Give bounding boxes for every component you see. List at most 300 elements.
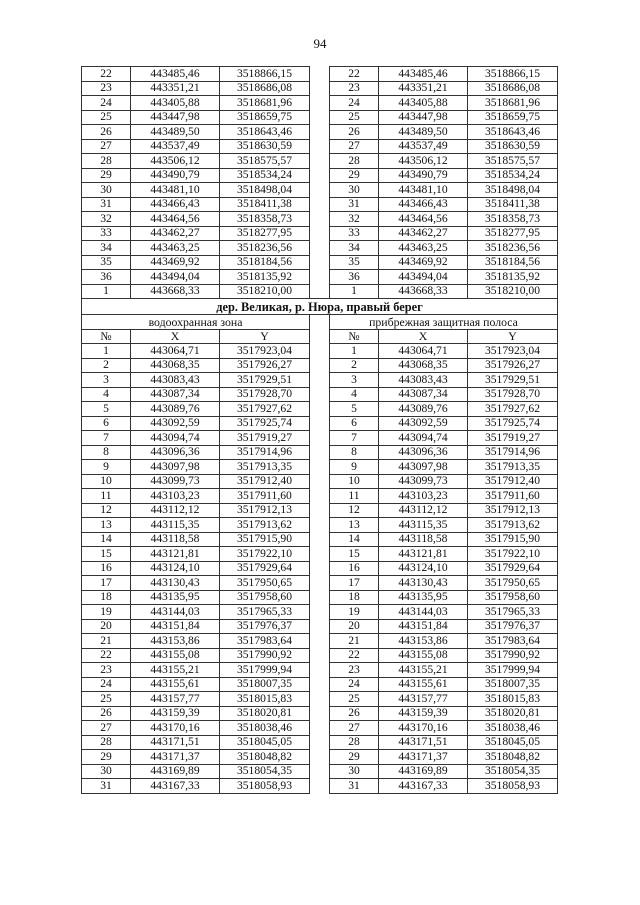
right-cell-y: 3518659,75 <box>468 110 558 125</box>
right-cell-number: 24 <box>330 96 379 111</box>
table-row <box>82 779 558 794</box>
left-cell-x: 443094,74 <box>131 431 220 446</box>
right-cell-x: 443462,27 <box>379 226 468 241</box>
left-cell-number: 23 <box>82 663 131 678</box>
left-cell-number: 6 <box>82 416 131 431</box>
page-number: 94 <box>313 36 327 51</box>
right-cell-y: 3517950,65 <box>468 576 558 591</box>
left-cell-number: 1 <box>82 284 131 299</box>
left-cell-x: 443170,16 <box>131 721 220 736</box>
right-cell-y: 3517915,90 <box>468 532 558 547</box>
right-cell-x: 443087,34 <box>379 387 468 402</box>
right-cell-number: 33 <box>330 226 379 241</box>
left-cell-y: 3517926,27 <box>220 358 310 373</box>
column-gap <box>310 489 330 504</box>
left-cell-number: 26 <box>82 706 131 721</box>
table-row <box>82 460 558 475</box>
left-cell-y: 3518015,83 <box>220 692 310 707</box>
right-cell-number: 34 <box>330 241 379 256</box>
right-cell-x: 443469,92 <box>379 255 468 270</box>
right-cell-x: 443135,95 <box>379 590 468 605</box>
left-cell-y: 3517999,94 <box>220 663 310 678</box>
left-cell-number: 31 <box>82 197 131 212</box>
column-gap <box>310 590 330 605</box>
column-gap <box>310 547 330 562</box>
left-cell-number: 26 <box>82 125 131 140</box>
left-cell-x: 443668,33 <box>131 284 220 299</box>
right-cell-number: 32 <box>330 212 379 227</box>
right-cell-number: 26 <box>330 706 379 721</box>
right-cell-y: 3517912,40 <box>468 474 558 489</box>
column-gap <box>310 532 330 547</box>
right-cell-x: 443068,35 <box>379 358 468 373</box>
column-gap <box>310 96 330 111</box>
right-cell-y: 3518681,96 <box>468 96 558 111</box>
left-cell-y: 3518866,15 <box>220 67 310 82</box>
left-cell-y: 3517950,65 <box>220 576 310 591</box>
left-cell-number: 31 <box>82 779 131 794</box>
right-cell-x: 443489,50 <box>379 125 468 140</box>
column-gap <box>310 779 330 794</box>
left-cell-y: 3517922,10 <box>220 547 310 562</box>
right-cell-number: 25 <box>330 110 379 125</box>
left-cell-number: 14 <box>82 532 131 547</box>
column-gap <box>310 373 330 388</box>
right-cell-number: 24 <box>330 677 379 692</box>
column-gap <box>310 197 330 212</box>
left-cell-x: 443159,39 <box>131 706 220 721</box>
right-cell-number: 30 <box>330 183 379 198</box>
table-row <box>82 677 558 692</box>
right-cell-y: 3518686,08 <box>468 81 558 96</box>
column-gap <box>310 139 330 154</box>
right-cell-number: 15 <box>330 547 379 562</box>
left-cell-number: 27 <box>82 721 131 736</box>
left-cell-x: 443068,35 <box>131 358 220 373</box>
right-cell-number: 27 <box>330 721 379 736</box>
column-gap <box>310 110 330 125</box>
left-cell-number: 1 <box>82 344 131 359</box>
right-cell-x: 443537,49 <box>379 139 468 154</box>
column-gap <box>310 460 330 475</box>
left-header-number: № <box>82 329 131 344</box>
right-cell-y: 3518534,24 <box>468 168 558 183</box>
right-cell-x: 443481,10 <box>379 183 468 198</box>
right-cell-number: 26 <box>330 125 379 140</box>
right-cell-y: 3518575,57 <box>468 154 558 169</box>
right-cell-y: 3517928,70 <box>468 387 558 402</box>
right-cell-number: 19 <box>330 605 379 620</box>
right-cell-x: 443157,77 <box>379 692 468 707</box>
left-cell-y: 3518534,24 <box>220 168 310 183</box>
left-cell-x: 443089,76 <box>131 402 220 417</box>
zone-label-row <box>82 315 558 330</box>
left-cell-x: 443169,89 <box>131 764 220 779</box>
column-gap <box>310 663 330 678</box>
right-cell-x: 443447,98 <box>379 110 468 125</box>
right-cell-y: 3518411,38 <box>468 197 558 212</box>
right-cell-y: 3517923,04 <box>468 344 558 359</box>
right-cell-y: 3518358,73 <box>468 212 558 227</box>
left-cell-y: 3518411,38 <box>220 197 310 212</box>
table-row <box>82 344 558 359</box>
left-cell-number: 27 <box>82 139 131 154</box>
left-cell-number: 30 <box>82 764 131 779</box>
left-cell-x: 443099,73 <box>131 474 220 489</box>
column-gap <box>310 183 330 198</box>
right-cell-number: 29 <box>330 750 379 765</box>
column-gap <box>310 315 330 330</box>
table-row <box>82 735 558 750</box>
left-cell-x: 443103,23 <box>131 489 220 504</box>
table-row <box>82 445 558 460</box>
column-gap <box>310 358 330 373</box>
left-cell-number: 11 <box>82 489 131 504</box>
table-row <box>82 387 558 402</box>
left-cell-x: 443489,50 <box>131 125 220 140</box>
left-cell-x: 443130,43 <box>131 576 220 591</box>
left-header-x: X <box>131 329 220 344</box>
section-title-row <box>82 299 558 315</box>
left-cell-x: 443171,51 <box>131 735 220 750</box>
table-row <box>82 226 558 241</box>
right-cell-x: 443118,58 <box>379 532 468 547</box>
right-cell-x: 443094,74 <box>379 431 468 446</box>
left-cell-y: 3518686,08 <box>220 81 310 96</box>
left-cell-x: 443115,35 <box>131 518 220 533</box>
right-cell-y: 3518058,93 <box>468 779 558 794</box>
left-cell-x: 443462,27 <box>131 226 220 241</box>
right-cell-number: 35 <box>330 255 379 270</box>
right-cell-number: 5 <box>330 402 379 417</box>
right-cell-y: 3517927,62 <box>468 402 558 417</box>
table-row <box>82 431 558 446</box>
right-cell-number: 28 <box>330 735 379 750</box>
left-cell-y: 3517965,33 <box>220 605 310 620</box>
right-cell-number: 2 <box>330 358 379 373</box>
column-gap <box>310 619 330 634</box>
left-cell-x: 443494,04 <box>131 270 220 285</box>
table-row <box>82 648 558 663</box>
right-cell-number: 31 <box>330 197 379 212</box>
right-cell-x: 443494,04 <box>379 270 468 285</box>
left-cell-x: 443118,58 <box>131 532 220 547</box>
left-cell-number: 20 <box>82 619 131 634</box>
right-zone-label: прибрежная защитная полоса <box>330 315 558 330</box>
table-row <box>82 416 558 431</box>
right-cell-number: 6 <box>330 416 379 431</box>
table-row <box>82 764 558 779</box>
right-cell-x: 443405,88 <box>379 96 468 111</box>
left-cell-number: 28 <box>82 735 131 750</box>
left-cell-x: 443087,34 <box>131 387 220 402</box>
left-cell-x: 443124,10 <box>131 561 220 576</box>
right-cell-y: 3518007,35 <box>468 677 558 692</box>
right-cell-x: 443064,71 <box>379 344 468 359</box>
left-cell-x: 443155,21 <box>131 663 220 678</box>
column-gap <box>310 329 330 344</box>
left-cell-number: 28 <box>82 154 131 169</box>
left-cell-number: 9 <box>82 460 131 475</box>
table-row <box>82 358 558 373</box>
column-gap <box>310 344 330 359</box>
column-gap <box>310 518 330 533</box>
right-cell-number: 23 <box>330 663 379 678</box>
table-row <box>82 284 558 299</box>
left-header-y: Y <box>220 329 310 344</box>
left-cell-x: 443485,46 <box>131 67 220 82</box>
column-gap <box>310 750 330 765</box>
left-cell-x: 443153,86 <box>131 634 220 649</box>
right-cell-number: 8 <box>330 445 379 460</box>
left-cell-y: 3518184,56 <box>220 255 310 270</box>
right-cell-y: 3517926,27 <box>468 358 558 373</box>
right-cell-number: 1 <box>330 344 379 359</box>
left-cell-number: 17 <box>82 576 131 591</box>
column-gap <box>310 648 330 663</box>
left-cell-y: 3518058,93 <box>220 779 310 794</box>
left-cell-y: 3517976,37 <box>220 619 310 634</box>
left-cell-x: 443167,33 <box>131 779 220 794</box>
left-cell-number: 19 <box>82 605 131 620</box>
left-cell-number: 24 <box>82 677 131 692</box>
right-cell-y: 3518135,92 <box>468 270 558 285</box>
right-cell-number: 22 <box>330 648 379 663</box>
right-cell-y: 3517965,33 <box>468 605 558 620</box>
left-cell-number: 29 <box>82 168 131 183</box>
left-cell-y: 3517912,40 <box>220 474 310 489</box>
left-cell-number: 36 <box>82 270 131 285</box>
right-header-number: № <box>330 329 379 344</box>
right-cell-number: 17 <box>330 576 379 591</box>
left-cell-y: 3517912,13 <box>220 503 310 518</box>
table-row <box>82 706 558 721</box>
column-gap <box>310 284 330 299</box>
left-cell-x: 443096,36 <box>131 445 220 460</box>
right-cell-number: 10 <box>330 474 379 489</box>
right-cell-y: 3517999,94 <box>468 663 558 678</box>
left-cell-number: 16 <box>82 561 131 576</box>
right-cell-number: 22 <box>330 67 379 82</box>
left-cell-y: 3517929,51 <box>220 373 310 388</box>
right-cell-x: 443170,16 <box>379 721 468 736</box>
column-gap <box>310 226 330 241</box>
right-cell-number: 3 <box>330 373 379 388</box>
left-cell-y: 3517913,35 <box>220 460 310 475</box>
right-cell-y: 3518015,83 <box>468 692 558 707</box>
right-cell-y: 3517929,64 <box>468 561 558 576</box>
left-cell-x: 443490,79 <box>131 168 220 183</box>
left-cell-number: 7 <box>82 431 131 446</box>
table-row <box>82 532 558 547</box>
table-row <box>82 154 558 169</box>
right-cell-x: 443167,33 <box>379 779 468 794</box>
table-row <box>82 255 558 270</box>
right-cell-number: 20 <box>330 619 379 634</box>
left-cell-x: 443155,08 <box>131 648 220 663</box>
left-cell-y: 3517911,60 <box>220 489 310 504</box>
right-cell-number: 36 <box>330 270 379 285</box>
column-gap <box>310 212 330 227</box>
table-row <box>82 663 558 678</box>
right-cell-y: 3517976,37 <box>468 619 558 634</box>
right-cell-x: 443464,56 <box>379 212 468 227</box>
left-cell-y: 3518659,75 <box>220 110 310 125</box>
left-cell-y: 3517914,96 <box>220 445 310 460</box>
right-cell-x: 443115,35 <box>379 518 468 533</box>
left-cell-number: 3 <box>82 373 131 388</box>
right-cell-x: 443155,08 <box>379 648 468 663</box>
right-cell-x: 443083,43 <box>379 373 468 388</box>
right-cell-y: 3517983,64 <box>468 634 558 649</box>
table-row <box>82 96 558 111</box>
right-cell-y: 3517913,62 <box>468 518 558 533</box>
left-cell-x: 443537,49 <box>131 139 220 154</box>
column-gap <box>310 706 330 721</box>
table-row <box>82 576 558 591</box>
left-cell-x: 443097,98 <box>131 460 220 475</box>
column-gap <box>310 431 330 446</box>
left-cell-y: 3517915,90 <box>220 532 310 547</box>
column-gap <box>310 154 330 169</box>
left-cell-x: 443083,43 <box>131 373 220 388</box>
table-row <box>82 692 558 707</box>
column-gap <box>310 503 330 518</box>
left-cell-number: 10 <box>82 474 131 489</box>
right-cell-y: 3517914,96 <box>468 445 558 460</box>
right-cell-y: 3517929,51 <box>468 373 558 388</box>
column-gap <box>310 67 330 82</box>
left-cell-number: 22 <box>82 67 131 82</box>
right-cell-x: 443096,36 <box>379 445 468 460</box>
left-cell-number: 23 <box>82 81 131 96</box>
right-cell-y: 3518184,56 <box>468 255 558 270</box>
right-cell-x: 443092,59 <box>379 416 468 431</box>
left-cell-number: 5 <box>82 402 131 417</box>
column-gap <box>310 416 330 431</box>
left-cell-number: 8 <box>82 445 131 460</box>
right-cell-x: 443121,81 <box>379 547 468 562</box>
left-cell-x: 443112,12 <box>131 503 220 518</box>
left-cell-y: 3517913,62 <box>220 518 310 533</box>
left-cell-y: 3517928,70 <box>220 387 310 402</box>
table-row <box>82 270 558 285</box>
left-cell-y: 3517929,64 <box>220 561 310 576</box>
column-gap <box>310 634 330 649</box>
right-cell-number: 16 <box>330 561 379 576</box>
table-row <box>82 241 558 256</box>
right-cell-x: 443112,12 <box>379 503 468 518</box>
bottom-rows-body <box>82 344 558 794</box>
left-cell-x: 443463,25 <box>131 241 220 256</box>
left-cell-y: 3518048,82 <box>220 750 310 765</box>
table-row <box>82 721 558 736</box>
right-cell-number: 9 <box>330 460 379 475</box>
right-cell-x: 443099,73 <box>379 474 468 489</box>
table-row <box>82 212 558 227</box>
left-cell-y: 3517919,27 <box>220 431 310 446</box>
left-cell-x: 443171,37 <box>131 750 220 765</box>
column-gap <box>310 677 330 692</box>
right-cell-number: 14 <box>330 532 379 547</box>
right-cell-y: 3517912,13 <box>468 503 558 518</box>
right-cell-number: 21 <box>330 634 379 649</box>
right-cell-number: 4 <box>330 387 379 402</box>
section-header-body <box>82 299 558 344</box>
right-cell-x: 443153,86 <box>379 634 468 649</box>
right-cell-y: 3518038,46 <box>468 721 558 736</box>
table-row <box>82 110 558 125</box>
right-cell-y: 3518236,56 <box>468 241 558 256</box>
left-cell-number: 13 <box>82 518 131 533</box>
right-cell-y: 3518866,15 <box>468 67 558 82</box>
table-row <box>82 503 558 518</box>
right-cell-number: 31 <box>330 779 379 794</box>
right-cell-y: 3517922,10 <box>468 547 558 562</box>
right-cell-number: 13 <box>330 518 379 533</box>
left-cell-number: 22 <box>82 648 131 663</box>
left-cell-y: 3518020,81 <box>220 706 310 721</box>
right-cell-x: 443155,61 <box>379 677 468 692</box>
left-cell-x: 443469,92 <box>131 255 220 270</box>
column-gap <box>310 241 330 256</box>
left-cell-y: 3518054,35 <box>220 764 310 779</box>
right-cell-x: 443171,37 <box>379 750 468 765</box>
left-cell-y: 3518498,04 <box>220 183 310 198</box>
table-row <box>82 561 558 576</box>
right-cell-x: 443466,43 <box>379 197 468 212</box>
column-gap <box>310 168 330 183</box>
left-cell-x: 443092,59 <box>131 416 220 431</box>
left-cell-y: 3518007,35 <box>220 677 310 692</box>
left-cell-number: 33 <box>82 226 131 241</box>
right-cell-y: 3518210,00 <box>468 284 558 299</box>
right-cell-x: 443155,21 <box>379 663 468 678</box>
left-cell-number: 12 <box>82 503 131 518</box>
right-cell-x: 443089,76 <box>379 402 468 417</box>
right-cell-x: 443668,33 <box>379 284 468 299</box>
table-row <box>82 81 558 96</box>
left-cell-y: 3518277,95 <box>220 226 310 241</box>
right-cell-number: 7 <box>330 431 379 446</box>
right-cell-x: 443103,23 <box>379 489 468 504</box>
left-cell-y: 3517925,74 <box>220 416 310 431</box>
right-cell-x: 443463,25 <box>379 241 468 256</box>
table-row <box>82 373 558 388</box>
left-cell-x: 443447,98 <box>131 110 220 125</box>
left-cell-number: 25 <box>82 692 131 707</box>
right-cell-y: 3518048,82 <box>468 750 558 765</box>
table-row <box>82 605 558 620</box>
left-zone-label: водоохранная зона <box>82 315 310 330</box>
column-gap <box>310 387 330 402</box>
table-row <box>82 619 558 634</box>
left-cell-x: 443506,12 <box>131 154 220 169</box>
table-row <box>82 634 558 649</box>
right-cell-x: 443485,46 <box>379 67 468 82</box>
right-cell-y: 3518020,81 <box>468 706 558 721</box>
right-cell-number: 1 <box>330 284 379 299</box>
column-gap <box>310 270 330 285</box>
right-cell-y: 3517925,74 <box>468 416 558 431</box>
table-row <box>82 139 558 154</box>
right-cell-number: 23 <box>330 81 379 96</box>
column-gap <box>310 764 330 779</box>
left-cell-x: 443135,95 <box>131 590 220 605</box>
left-cell-y: 3518358,73 <box>220 212 310 227</box>
column-header-row <box>82 329 558 344</box>
right-cell-y: 3518498,04 <box>468 183 558 198</box>
